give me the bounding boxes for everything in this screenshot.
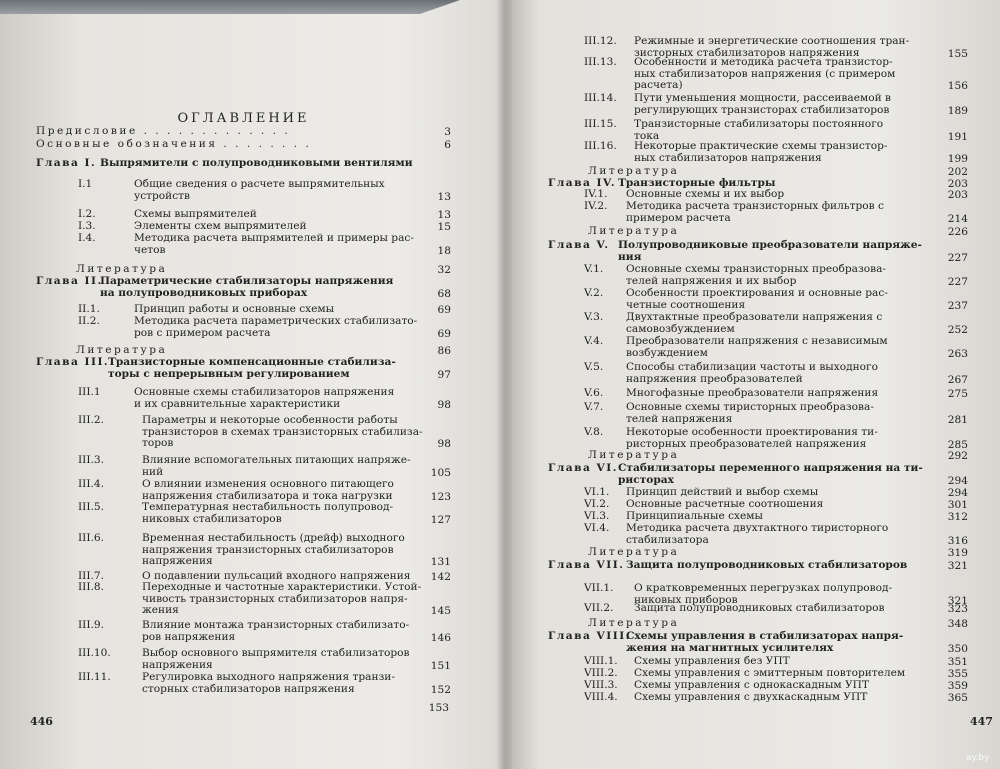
toc-entry-page: 146	[430, 631, 451, 644]
toc-entry-text: Методика расчета выпрямителей и примеры рас- четов	[134, 232, 414, 256]
toc-entry-code: III.14.	[584, 92, 617, 104]
toc-entry-page: 321	[947, 560, 968, 572]
toc-entry-page: 13	[437, 190, 451, 203]
toc-entry-code: III.6.	[78, 532, 105, 544]
toc-entry-text: Стабилизаторы переменного напряжения на ти- ристорах	[618, 462, 923, 486]
toc-entry-text: О кратковременных перегрузках полупровод- никовых приборов	[634, 582, 893, 606]
toc-entry-code: V.1.	[584, 263, 604, 275]
toc-entry-page: 203	[947, 189, 968, 201]
page-title: ОГЛАВЛЕНИЕ	[177, 111, 310, 126]
toc-entry-text: Литература	[588, 165, 680, 177]
toc-entry-text: Некоторые особенности проектирования ти- ристорных преобразователей напряжения	[626, 426, 878, 450]
page-number-right: 447	[970, 715, 993, 728]
toc-entry-page: 156	[947, 80, 968, 92]
toc-entry-text: Температурная нестабильность полупровод- никовых стабилизаторов	[142, 501, 394, 525]
toc-entry-code: III.3.	[78, 454, 105, 466]
toc-entry-code: III.13.	[584, 56, 617, 68]
toc-entry-code: V.6.	[584, 387, 604, 399]
toc-entry-code: II.1.	[78, 303, 100, 315]
toc-entry-page: 15	[437, 221, 451, 233]
toc-entry-text: Литература	[76, 344, 168, 356]
toc-entry-text: Некоторые практические схемы транзистор- ных стабилизаторов напряжения	[634, 140, 888, 164]
toc-entry-code: V.8.	[584, 426, 604, 438]
toc-entry-text: Двухтактные преобразователи напряжения с самовозбуждением	[626, 311, 883, 335]
toc-entry-code: VI.3.	[584, 510, 610, 522]
toc-entry-page: 319	[947, 547, 968, 559]
toc-entry-code: V.4.	[584, 335, 604, 347]
toc-entry-text: Схемы управления с однокаскадным УПТ	[634, 679, 869, 691]
toc-entry-text: Принцип работы и основные схемы	[134, 303, 335, 315]
toc-entry-page: 294	[947, 474, 968, 487]
toc-entry-page: 348	[947, 618, 968, 630]
toc-entry-text: Схемы управления без УПТ	[634, 655, 790, 667]
toc-entry-text: Влияние монтажа транзисторных стабилизато- ров напряжения	[142, 619, 410, 643]
toc-entry-page: 3	[444, 126, 451, 138]
toc-entry-text: Временная нестабильность (дрейф) выходного напряжения транзисторных стабилизаторов напряжения	[142, 532, 405, 567]
toc-entry-text: Основные схемы транзисторных преобразова- телей напряжения и их выбор	[626, 263, 886, 287]
toc-entry-page: 68	[437, 287, 451, 300]
toc-entry-code: VI.2.	[584, 498, 610, 510]
toc-entry-text: Полупроводниковые преобразователи напряже- ния	[618, 239, 922, 263]
toc-entry-text: Особенности и методика расчета транзистор- ных стабилизаторов напряжения (с примером расчета)	[634, 56, 896, 91]
toc-entry-text: Регулировка выходного напряжения транзи- сторных стабилизаторов напряжения	[142, 671, 395, 695]
toc-entry-code: I.4.	[78, 232, 96, 244]
toc-entry-text: Литература	[588, 449, 680, 461]
toc-entry-code: V.5.	[584, 361, 604, 373]
toc-entry-code: VIII.2.	[584, 667, 618, 679]
toc-entry-page: 191	[947, 130, 968, 143]
toc-entry-page: 131	[430, 556, 451, 568]
toc-entry-text: Преобразователи напряжения с независимым возбуждением	[626, 335, 888, 359]
toc-entry-code: Глава VIII.	[548, 630, 631, 642]
toc-entry-text: Общие сведения о расчете выпрямительных устройств	[134, 178, 385, 202]
toc-entry-code: VII.2.	[584, 602, 614, 614]
toc-entry-code: III.8.	[78, 581, 105, 593]
toc-entry-text: Схемы выпрямителей	[134, 208, 257, 220]
toc-entry-code: IV.2.	[584, 200, 608, 212]
toc-entry-code: Глава VI.	[548, 462, 618, 474]
toc-entry-text: Основные обозначения . . . . . . . .	[36, 138, 312, 150]
toc-entry-text: О подавлении пульсаций входного напряжения	[142, 570, 411, 582]
toc-entry-page: 252	[947, 323, 968, 336]
page-number-left: 446	[30, 715, 53, 728]
toc-entry-text: О влиянии изменения основного питающего напряжения стабилизатора и тока нагрузки	[142, 478, 394, 502]
toc-entry-text: Предисловие . . . . . . . . . . . . .	[36, 125, 291, 137]
toc-entry-code: IV.1.	[584, 188, 608, 200]
toc-entry-text: Основные схемы стабилизаторов напряжения и их сравнительные характеристики	[134, 386, 395, 410]
toc-entry-text: Схемы управления с двухкаскадным УПТ	[634, 691, 868, 703]
toc-entry-code: III.16.	[584, 140, 617, 152]
toc-entry-code: VII.1.	[584, 582, 614, 594]
toc-entry-code: Глава VII.	[548, 559, 625, 571]
toc-entry-text: Элементы схем выпрямителей	[134, 220, 307, 232]
toc-entry-code: VIII.3.	[584, 679, 618, 691]
toc-entry-page: 323	[947, 603, 968, 615]
toc-entry-page: 199	[947, 152, 968, 165]
toc-entry-code: III.15.	[584, 118, 617, 130]
toc-entry-text: Принципиальные схемы	[626, 510, 763, 522]
toc-entry-text: Защита полупроводниковых стабилизаторов	[634, 602, 885, 614]
toc-entry-page: 152	[430, 683, 451, 696]
toc-entry-page: 321	[947, 594, 968, 607]
toc-entry-page: 151	[430, 659, 451, 672]
toc-entry-code: III.2.	[78, 414, 105, 426]
toc-entry-page: 189	[947, 104, 968, 117]
toc-entry-code: I.3.	[78, 220, 96, 232]
toc-entry-page: 123	[430, 490, 451, 503]
toc-entry-page: 97	[437, 368, 451, 381]
watermark: ay.by	[966, 753, 990, 763]
toc-entry-page: 351	[947, 656, 968, 668]
toc-entry-code: Глава IV.	[548, 177, 617, 189]
toc-entry-page: 69	[437, 304, 451, 316]
toc-entry-page: 355	[947, 668, 968, 680]
toc-entry-text: Методика расчета параметрических стабилизато- ров с примером расчета	[134, 315, 418, 339]
trailing-page-number: 153	[428, 702, 449, 714]
toc-entry-text: Выпрямители с полупроводниковыми вентилями	[100, 157, 413, 169]
toc-entry-text: Литература	[588, 225, 680, 237]
toc-entry-page: 275	[947, 388, 968, 400]
toc-entry-text: Схемы управления с эмиттерным повторителем	[634, 667, 906, 679]
toc-entry-code: Глава V.	[548, 239, 610, 251]
toc-entry-page: 294	[947, 487, 968, 499]
toc-entry-page: 226	[947, 226, 968, 238]
toc-entry-code: VIII.1.	[584, 655, 618, 667]
toc-entry-code: V.2.	[584, 287, 604, 299]
toc-entry-code: III.1	[78, 386, 101, 398]
toc-entry-text: Параметрические стабилизаторы напряжения на полупроводниковых приборах	[100, 275, 394, 299]
toc-entry-code: III.10.	[78, 647, 111, 659]
toc-entry-page: 127	[430, 513, 451, 526]
toc-entry-text: Переходные и частотные характеристики. Устой- чивость транзисторных стабилизаторов напря- жения	[142, 581, 422, 616]
toc-entry-code: V.7.	[584, 401, 604, 413]
toc-entry-code: III.11.	[78, 671, 111, 683]
toc-entry-page: 301	[947, 499, 968, 511]
toc-entry-page: 145	[430, 605, 451, 617]
toc-entry-page: 237	[947, 299, 968, 312]
toc-entry-code: II.2.	[78, 315, 100, 327]
toc-entry-code: Глава II.	[36, 275, 103, 287]
toc-entry-text: Литература	[76, 263, 168, 275]
toc-entry-page: 359	[947, 680, 968, 692]
toc-entry-code: III.5.	[78, 501, 105, 513]
toc-entry-code: III.9.	[78, 619, 105, 631]
toc-entry-page: 292	[947, 450, 968, 462]
toc-entry-page: 203	[947, 178, 968, 190]
toc-entry-code: Глава I.	[36, 157, 97, 169]
toc-entry-code: Глава III.	[36, 356, 110, 368]
toc-entry-text: Режимные и энергетические соотношения тран- зисторных стабилизаторов напряжения	[634, 35, 910, 59]
toc-entry-page: 32	[437, 264, 451, 276]
toc-entry-text: Влияние вспомогательных питающих напряже- ний	[142, 454, 411, 478]
book-gutter	[497, 0, 513, 769]
toc-entry-page: 13	[437, 209, 451, 221]
toc-entry-code: VI.1.	[584, 486, 610, 498]
toc-entry-page: 86	[437, 345, 451, 357]
toc-entry-text: Способы стабилизации частоты и выходного напряжения преобразователей	[626, 361, 878, 385]
toc-entry-text: Методика расчета транзисторных фильтров с примером расчета	[626, 200, 884, 224]
toc-entry-page: 365	[947, 692, 968, 704]
toc-entry-text: Многофазные преобразователи напряжения	[626, 387, 879, 399]
toc-entry-page: 285	[947, 438, 968, 451]
toc-entry-text: Основные расчетные соотношения	[626, 498, 824, 510]
toc-entry-code: VIII.4.	[584, 691, 618, 703]
toc-entry-page: 142	[430, 571, 451, 583]
toc-entry-text: Особенности проектирования и основные рас- четные соотношения	[626, 287, 888, 311]
toc-entry-page: 98	[437, 398, 451, 411]
toc-entry-text: Транзисторные фильтры	[618, 177, 776, 189]
toc-entry-page: 227	[947, 251, 968, 264]
toc-entry-code: I.1	[78, 178, 93, 190]
toc-entry-page: 263	[947, 347, 968, 360]
toc-entry-page: 6	[444, 139, 451, 151]
toc-entry-text: Методика расчета двухтактного тиристорного стабилизатора	[626, 522, 889, 546]
toc-entry-page: 202	[947, 166, 968, 178]
toc-entry-text: Транзисторные компенсационные стабилиза- торы с непрерывным регулированием	[108, 356, 396, 380]
toc-entry-text: Пути уменьшения мощности, рассеиваемой в регулирующих транзисторах стабилизаторов	[634, 92, 891, 116]
toc-entry-page: 214	[947, 212, 968, 225]
toc-entry-page: 227	[947, 275, 968, 288]
toc-entry-text: Литература	[588, 546, 680, 558]
toc-entry-page: 105	[430, 466, 451, 479]
toc-entry-text: Принцип действий и выбор схемы	[626, 486, 819, 498]
toc-entry-text: Параметры и некоторые особенности работы транзисторов в схемах транзисторных стабилиза- торов	[142, 414, 423, 449]
toc-entry-page: 69	[437, 327, 451, 340]
toc-entry-page: 316	[947, 534, 968, 547]
toc-entry-page: 312	[947, 511, 968, 523]
toc-entry-code: VI.4.	[584, 522, 610, 534]
toc-entry-code: III.4.	[78, 478, 105, 490]
toc-entry-text: Защита полупроводниковых стабилизаторов	[626, 559, 908, 571]
toc-entry-page: 350	[947, 642, 968, 655]
toc-entry-text: Транзисторные стабилизаторы постоянного тока	[634, 118, 884, 142]
left-page	[30, 0, 451, 769]
toc-entry-page: 281	[947, 413, 968, 426]
toc-entry-text: Основные схемы тиристорных преобразова- телей напряжения	[626, 401, 874, 425]
toc-entry-code: III.7.	[78, 570, 105, 582]
toc-entry-text: Выбор основного выпрямителя стабилизаторов напряжения	[142, 647, 410, 671]
toc-entry-text: Схемы управления в стабилизаторах напря- жения на магнитных усилителях	[626, 630, 904, 654]
toc-entry-text: Литература	[588, 617, 680, 629]
toc-entry-page: 267	[947, 373, 968, 386]
toc-entry-page: 98	[437, 438, 451, 450]
toc-entry-code: III.12.	[584, 35, 617, 47]
toc-entry-code: I.2.	[78, 208, 96, 220]
toc-entry-code: V.3.	[584, 311, 604, 323]
toc-entry-page: 155	[947, 47, 968, 60]
toc-entry-page: 18	[437, 244, 451, 257]
toc-entry-text: Основные схемы и их выбор	[626, 188, 785, 200]
